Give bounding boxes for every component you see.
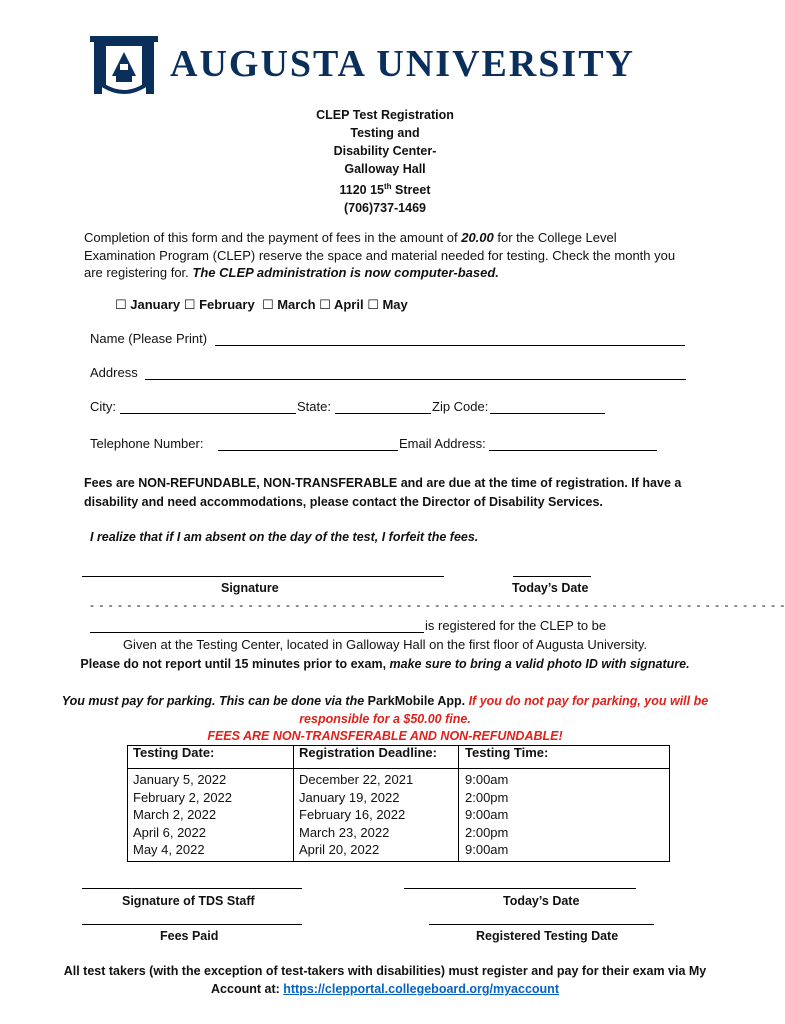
cut-line: - - - - - - - - - - - - - - - - - - - - - - - - - - - - - - - - - - - - - - - - - - - - - - - - - - - - - - - - - - - - - - - - - - - - - - - - - - - [90, 598, 785, 612]
report-notice: Please do not report until 15 minutes prior to exam, make sure to bring a valid photo ID with signature. [80, 657, 690, 671]
city-label: City: [90, 399, 116, 414]
address-label: Address [90, 365, 138, 380]
name-field[interactable] [215, 345, 685, 346]
table-header: Testing Time: [465, 745, 549, 760]
testing-date: February 2, 2022 [133, 789, 233, 805]
given-text: Given at the Testing Center, located in Galloway Hall on the first floor of Augusta University. [122, 637, 648, 652]
intro-paragraph: Completion of this form and the payment of fees in the amount of 20.00 for the College Level Examination Program (CLEP) reserve the space and material needed for testing. Check the month you are registering for. The CLEP administration is now computer-based. [84, 230, 676, 280]
testing-time: 9:00am [465, 807, 509, 822]
address-field[interactable] [145, 379, 686, 380]
testing-time: 2:00pm [465, 789, 509, 805]
university-name: AUGUSTA UNIVERSITY [170, 43, 636, 85]
table-header: Testing Date: [133, 745, 215, 760]
testing-time: 9:00am [465, 842, 509, 857]
testing-date: April 6, 2022 [133, 824, 206, 840]
address-line: 1120 15th Street [339, 182, 431, 198]
testing-date: March 2, 2022 [133, 807, 217, 822]
month-option[interactable]: ☐ March [261, 297, 316, 312]
testing-time: 9:00am [465, 772, 509, 787]
month-option[interactable]: ☐ January [115, 297, 181, 312]
month-option[interactable]: ☐ April [319, 297, 364, 312]
registration-deadline: March 23, 2022 [299, 824, 390, 840]
table-divider [293, 745, 294, 862]
phone-label: Telephone Number: [90, 436, 204, 451]
registered-text: is registered for the CLEP to be [425, 618, 607, 633]
email-field[interactable] [489, 450, 657, 451]
title-line: Galloway Hall [344, 162, 426, 176]
registered-date-label: Registered Testing Date [476, 929, 619, 943]
zip-field[interactable] [490, 413, 605, 414]
name-label: Name (Please Print) [90, 331, 208, 346]
todays-date-label: Today’s Date [512, 581, 589, 595]
title-line: CLEP Test Registration [316, 108, 454, 122]
registration-deadline: February 16, 2022 [299, 807, 406, 822]
fees-paid-label: Fees Paid [160, 929, 219, 943]
registrant-name-line[interactable] [90, 632, 424, 633]
phone-field[interactable] [218, 450, 398, 451]
staff-signature-label: Signature of TDS Staff [122, 894, 255, 908]
signature-line[interactable] [82, 576, 444, 577]
fees-paid-line[interactable] [82, 924, 302, 925]
state-field[interactable] [335, 413, 431, 414]
month-checkboxes [115, 297, 408, 313]
city-field[interactable] [120, 413, 296, 414]
fees-notice: Fees are NON-REFUNDABLE, NON-TRANSFERABLE and are due at the time of registration. If have a disability and need accommodations, please contact the Director of Disability Services. [84, 476, 682, 509]
state-label: State: [297, 399, 331, 414]
testing-time: 2:00pm [465, 824, 509, 840]
augusta-university-logo [90, 36, 158, 98]
title-line: Disability Center- [333, 144, 437, 158]
registration-deadline: January 19, 2022 [299, 789, 400, 805]
table-divider [458, 745, 459, 862]
email-label: Email Address: [399, 436, 486, 451]
forfeit-notice: I realize that if I am absent on the day of the test, I forfeit the fees. [90, 530, 479, 544]
nonrefundable-notice: FEES ARE NON-TRANSFERABLE AND NON-REFUNDABLE! [207, 729, 563, 743]
testing-date: January 5, 2022 [133, 772, 227, 787]
my-account-link[interactable]: https://clepportal.collegeboard.org/myaccount [283, 982, 559, 996]
footer-notice: All test takers (with the exception of test-takers with disabilities) must register and pay for their exam via My Account at: https://clepportal.collegeboard.org/myaccount [63, 964, 707, 996]
parking-notice: You must pay for parking. This can be done via the ParkMobile App. If you do not pay for parking, you will be responsible for a $50.00 fine. [61, 694, 709, 726]
title-block [0, 106, 770, 217]
title-line: Testing and [350, 126, 420, 140]
staff-date-label: Today’s Date [503, 894, 580, 908]
table-divider [127, 768, 670, 769]
testing-date: May 4, 2022 [133, 842, 205, 857]
staff-date-line[interactable] [404, 888, 636, 889]
registration-deadline: April 20, 2022 [299, 842, 380, 857]
signature-label: Signature [221, 581, 279, 595]
registration-deadline: December 22, 2021 [299, 772, 414, 787]
month-option[interactable]: ☐ May [367, 297, 408, 312]
staff-signature-line[interactable] [82, 888, 302, 889]
table-header: Registration Deadline: [299, 745, 437, 760]
schedule-table-border [127, 745, 670, 862]
registered-date-line[interactable] [429, 924, 654, 925]
todays-date-line[interactable] [513, 576, 591, 577]
zip-label: Zip Code: [432, 399, 489, 414]
month-option[interactable]: ☐ February [183, 297, 255, 312]
phone-line: (706)737-1469 [343, 201, 426, 216]
